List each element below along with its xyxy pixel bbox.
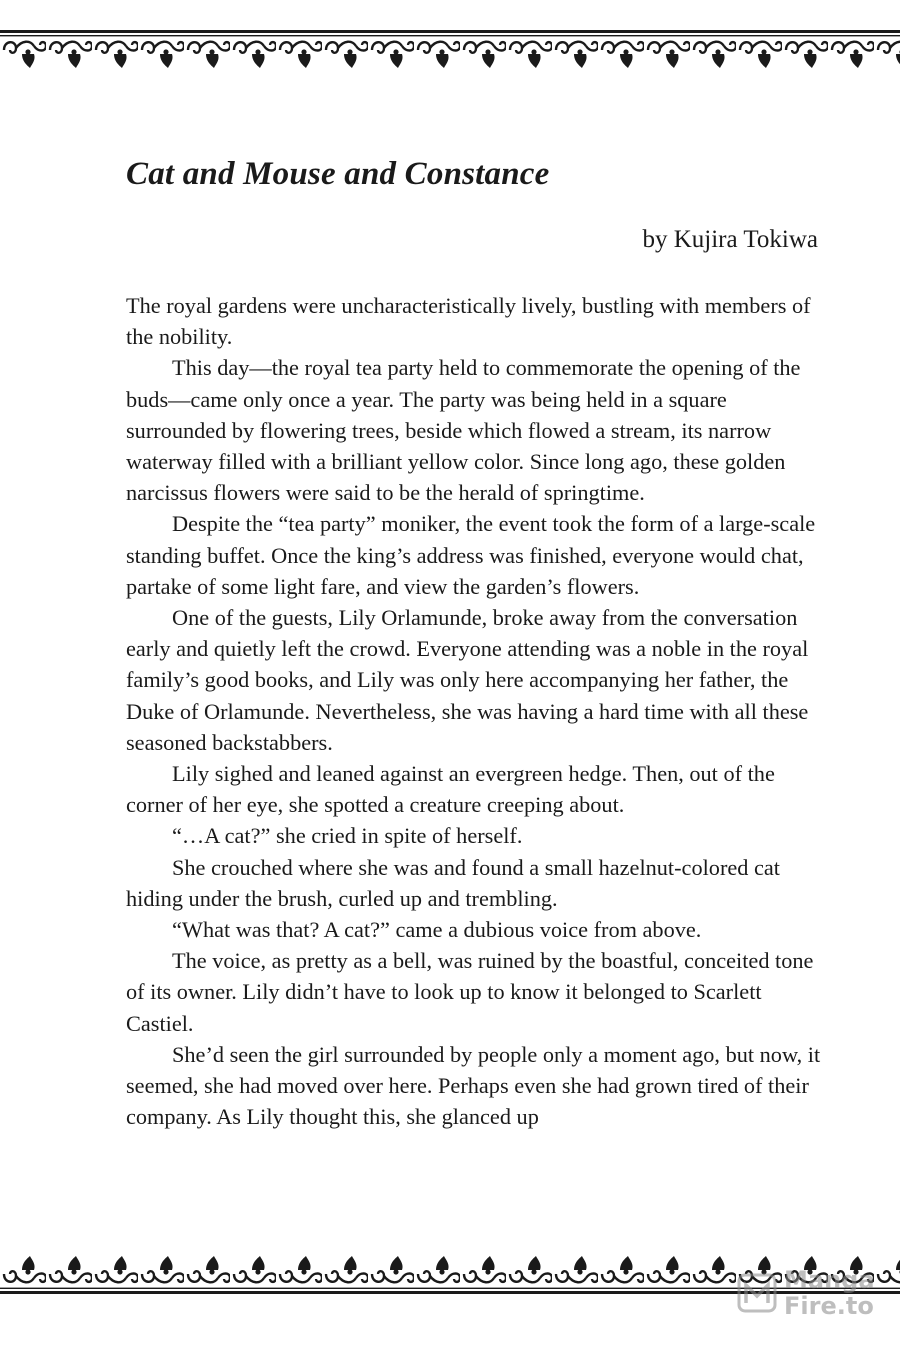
watermark xyxy=(736,1262,886,1324)
paragraph: This day—the royal tea party held to commemorate the opening of the buds—came only once a year. The party was being held in a square surrounded by flowering trees, beside which flowed a stream, its narrow waterway filled with a brilliant yellow color. Since long ago, these golden narcissus flowers were said to be the herald of springtime. xyxy=(126,355,801,506)
story-body xyxy=(126,290,826,1132)
paragraph: “What was that? A cat?” came a dubious voice from above. xyxy=(172,917,702,943)
paragraph: She crouched where she was and found a small hazelnut-colored cat hiding under the brush, curled up and trembling. xyxy=(126,854,780,911)
paragraph: Despite the “tea party” moniker, the event took the form of a large-scale standing buffet. Once the king’s address was finished, everyone would chat, partake of some light fare, and view the garden’s flowers. xyxy=(126,511,816,599)
paragraph: Lily sighed and leaned against an evergreen hedge. Then, out of the corner of her eye, she spotted a creature creeping about. xyxy=(126,761,775,818)
paragraph: She’d seen the girl surrounded by people only a moment ago, but now, it seemed, she had moved over here. Perhaps even she had grown tired of their company. As Lily thought this, she glanced up xyxy=(126,1041,821,1130)
top-ornamental-border xyxy=(0,28,900,72)
author-byline: by Kujira Tokiwa xyxy=(642,226,818,253)
watermark-text-line1: Manga xyxy=(784,1266,875,1294)
paragraph: One of the guests, Lily Orlamunde, broke away from the conversation early and quietly left the crowd. Everyone attending was a noble in the royal family’s good books, and Lily was only here accompanying her father, the Duke of Orlamunde. Nevertheless, she was having a hard time with all these seasoned backstabbers. xyxy=(126,605,809,755)
paragraph: “…A cat?” she cried in spite of herself. xyxy=(172,823,523,849)
watermark-logo-icon xyxy=(736,1272,778,1314)
chapter-title: Cat and Mouse and Constance xyxy=(126,156,550,192)
paragraph: The royal gardens were uncharacteristically lively, bustling with members of the nobility. xyxy=(126,293,811,350)
paragraph: The voice, as pretty as a bell, was ruined by the boastful, conceited tone of its owner. Lily didn’t have to look up to know it belonged to Scarlett Castiel. xyxy=(126,948,814,1036)
watermark-text-line2: Fire.to xyxy=(784,1292,874,1320)
